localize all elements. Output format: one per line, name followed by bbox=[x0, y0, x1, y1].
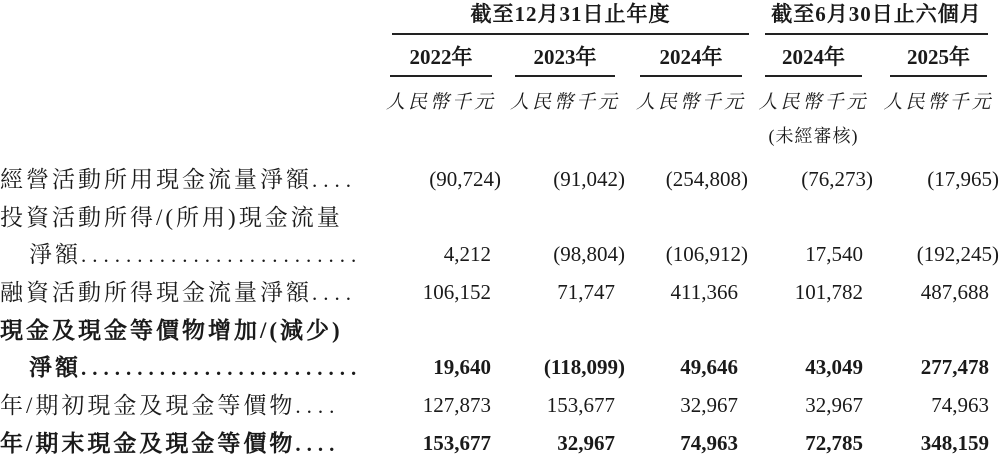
empty-cell bbox=[0, 35, 390, 77]
cell-value bbox=[502, 312, 626, 349]
row-label bbox=[0, 425, 390, 459]
row-label bbox=[0, 199, 390, 236]
unit-label: 人民幣千元 bbox=[510, 92, 621, 113]
cell-value: 348,159 bbox=[920, 431, 989, 455]
year-header-2023: 2023年 bbox=[515, 35, 615, 77]
year-header-2024: 2024年 bbox=[640, 35, 742, 77]
cell-value: (76,273) bbox=[801, 167, 873, 191]
cell-value: 106,152 bbox=[422, 280, 491, 304]
period-header-interim: 截至6月30日止六個月 bbox=[765, 0, 988, 35]
row-label bbox=[0, 161, 390, 199]
cell-value: 17,540 bbox=[805, 242, 863, 266]
cell-value: 127,873 bbox=[422, 393, 491, 417]
cell-value: 101,782 bbox=[794, 280, 863, 304]
cell-value: 72,785 bbox=[805, 431, 863, 455]
empty-cell bbox=[874, 115, 1000, 150]
cell-value: 74,963 bbox=[680, 431, 738, 455]
dot-leader: .... bbox=[312, 281, 357, 305]
cell-value: (98,804) bbox=[553, 242, 625, 266]
empty-corner bbox=[0, 0, 390, 35]
cell-value bbox=[390, 312, 502, 349]
year-header-2025-interim: 2025年 bbox=[890, 35, 987, 77]
cell-value: (118,099) bbox=[543, 355, 625, 379]
dot-leader: ......................... bbox=[81, 243, 363, 267]
row-label-text: 年/期末現金及現金等價物 bbox=[0, 431, 296, 456]
row-label-text: 年/期初現金及現金等價物 bbox=[0, 393, 296, 418]
cell-value bbox=[874, 312, 1000, 349]
cell-value: 411,366 bbox=[670, 280, 738, 304]
dot-leader: .... bbox=[295, 394, 341, 418]
empty-cell bbox=[390, 115, 502, 150]
cell-value: 4,212 bbox=[443, 242, 491, 266]
cell-value bbox=[874, 199, 1000, 236]
empty-cell bbox=[0, 115, 390, 150]
cell-value: (17,965) bbox=[927, 167, 999, 191]
cell-value: 32,967 bbox=[557, 431, 615, 455]
cell-value: 43,049 bbox=[805, 355, 863, 379]
period-header-annual: 截至12月31日止年度 bbox=[392, 0, 749, 35]
cell-value bbox=[390, 199, 502, 236]
cell-value bbox=[749, 312, 874, 349]
row-label-text: 淨額 bbox=[29, 355, 81, 380]
cell-value: 32,967 bbox=[680, 393, 738, 417]
cell-value: 153,677 bbox=[546, 393, 615, 417]
dot-leader: ......................... bbox=[81, 356, 363, 380]
row-label-text: 經營活動所用現金流量淨額 bbox=[0, 167, 312, 192]
cell-value: (192,245) bbox=[916, 242, 999, 266]
year-header-2022: 2022年 bbox=[390, 35, 492, 77]
cell-value: (254,808) bbox=[665, 167, 748, 191]
cell-value: (90,724) bbox=[429, 167, 501, 191]
empty-cell bbox=[626, 115, 749, 150]
row-label bbox=[0, 312, 390, 349]
cell-value: 153,677 bbox=[422, 431, 491, 455]
empty-cell bbox=[502, 115, 626, 150]
unit-label: 人民幣千元 bbox=[758, 92, 869, 113]
row-label bbox=[0, 274, 390, 312]
cell-value: 277,478 bbox=[920, 355, 989, 379]
dot-leader: .... bbox=[312, 168, 357, 192]
cell-value: 49,646 bbox=[680, 355, 738, 379]
row-label-text: 投資活動所得/(所用)現金流量 bbox=[0, 205, 343, 230]
dot-leader: .... bbox=[295, 432, 341, 456]
cell-value: (106,912) bbox=[665, 242, 748, 266]
cell-value: 71,747 bbox=[557, 280, 615, 304]
cell-value: 19,640 bbox=[433, 355, 491, 379]
cell-value bbox=[502, 199, 626, 236]
cell-value: 74,963 bbox=[931, 393, 989, 417]
row-label bbox=[0, 349, 390, 387]
year-header-2024-interim: 2024年 bbox=[765, 35, 862, 77]
unit-label: 人民幣千元 bbox=[883, 92, 994, 113]
row-label bbox=[0, 387, 390, 425]
empty-cell bbox=[0, 77, 390, 115]
row-label-text: 現金及現金等價物增加/(減少) bbox=[0, 318, 343, 343]
cell-value bbox=[749, 199, 874, 236]
unit-label: 人民幣千元 bbox=[386, 92, 497, 113]
header-body-spacer bbox=[0, 150, 1000, 161]
row-label-text: 淨額 bbox=[29, 242, 81, 267]
cell-value: (91,042) bbox=[553, 167, 625, 191]
unit-label: 人民幣千元 bbox=[636, 92, 747, 113]
unaudited-note: (未經審核) bbox=[768, 126, 859, 146]
row-label bbox=[0, 236, 390, 274]
cell-value: 487,688 bbox=[920, 280, 989, 304]
row-label-text: 融資活動所得現金流量淨額 bbox=[0, 280, 312, 305]
cell-value bbox=[626, 312, 749, 349]
cell-value: 32,967 bbox=[805, 393, 863, 417]
cell-value bbox=[626, 199, 749, 236]
